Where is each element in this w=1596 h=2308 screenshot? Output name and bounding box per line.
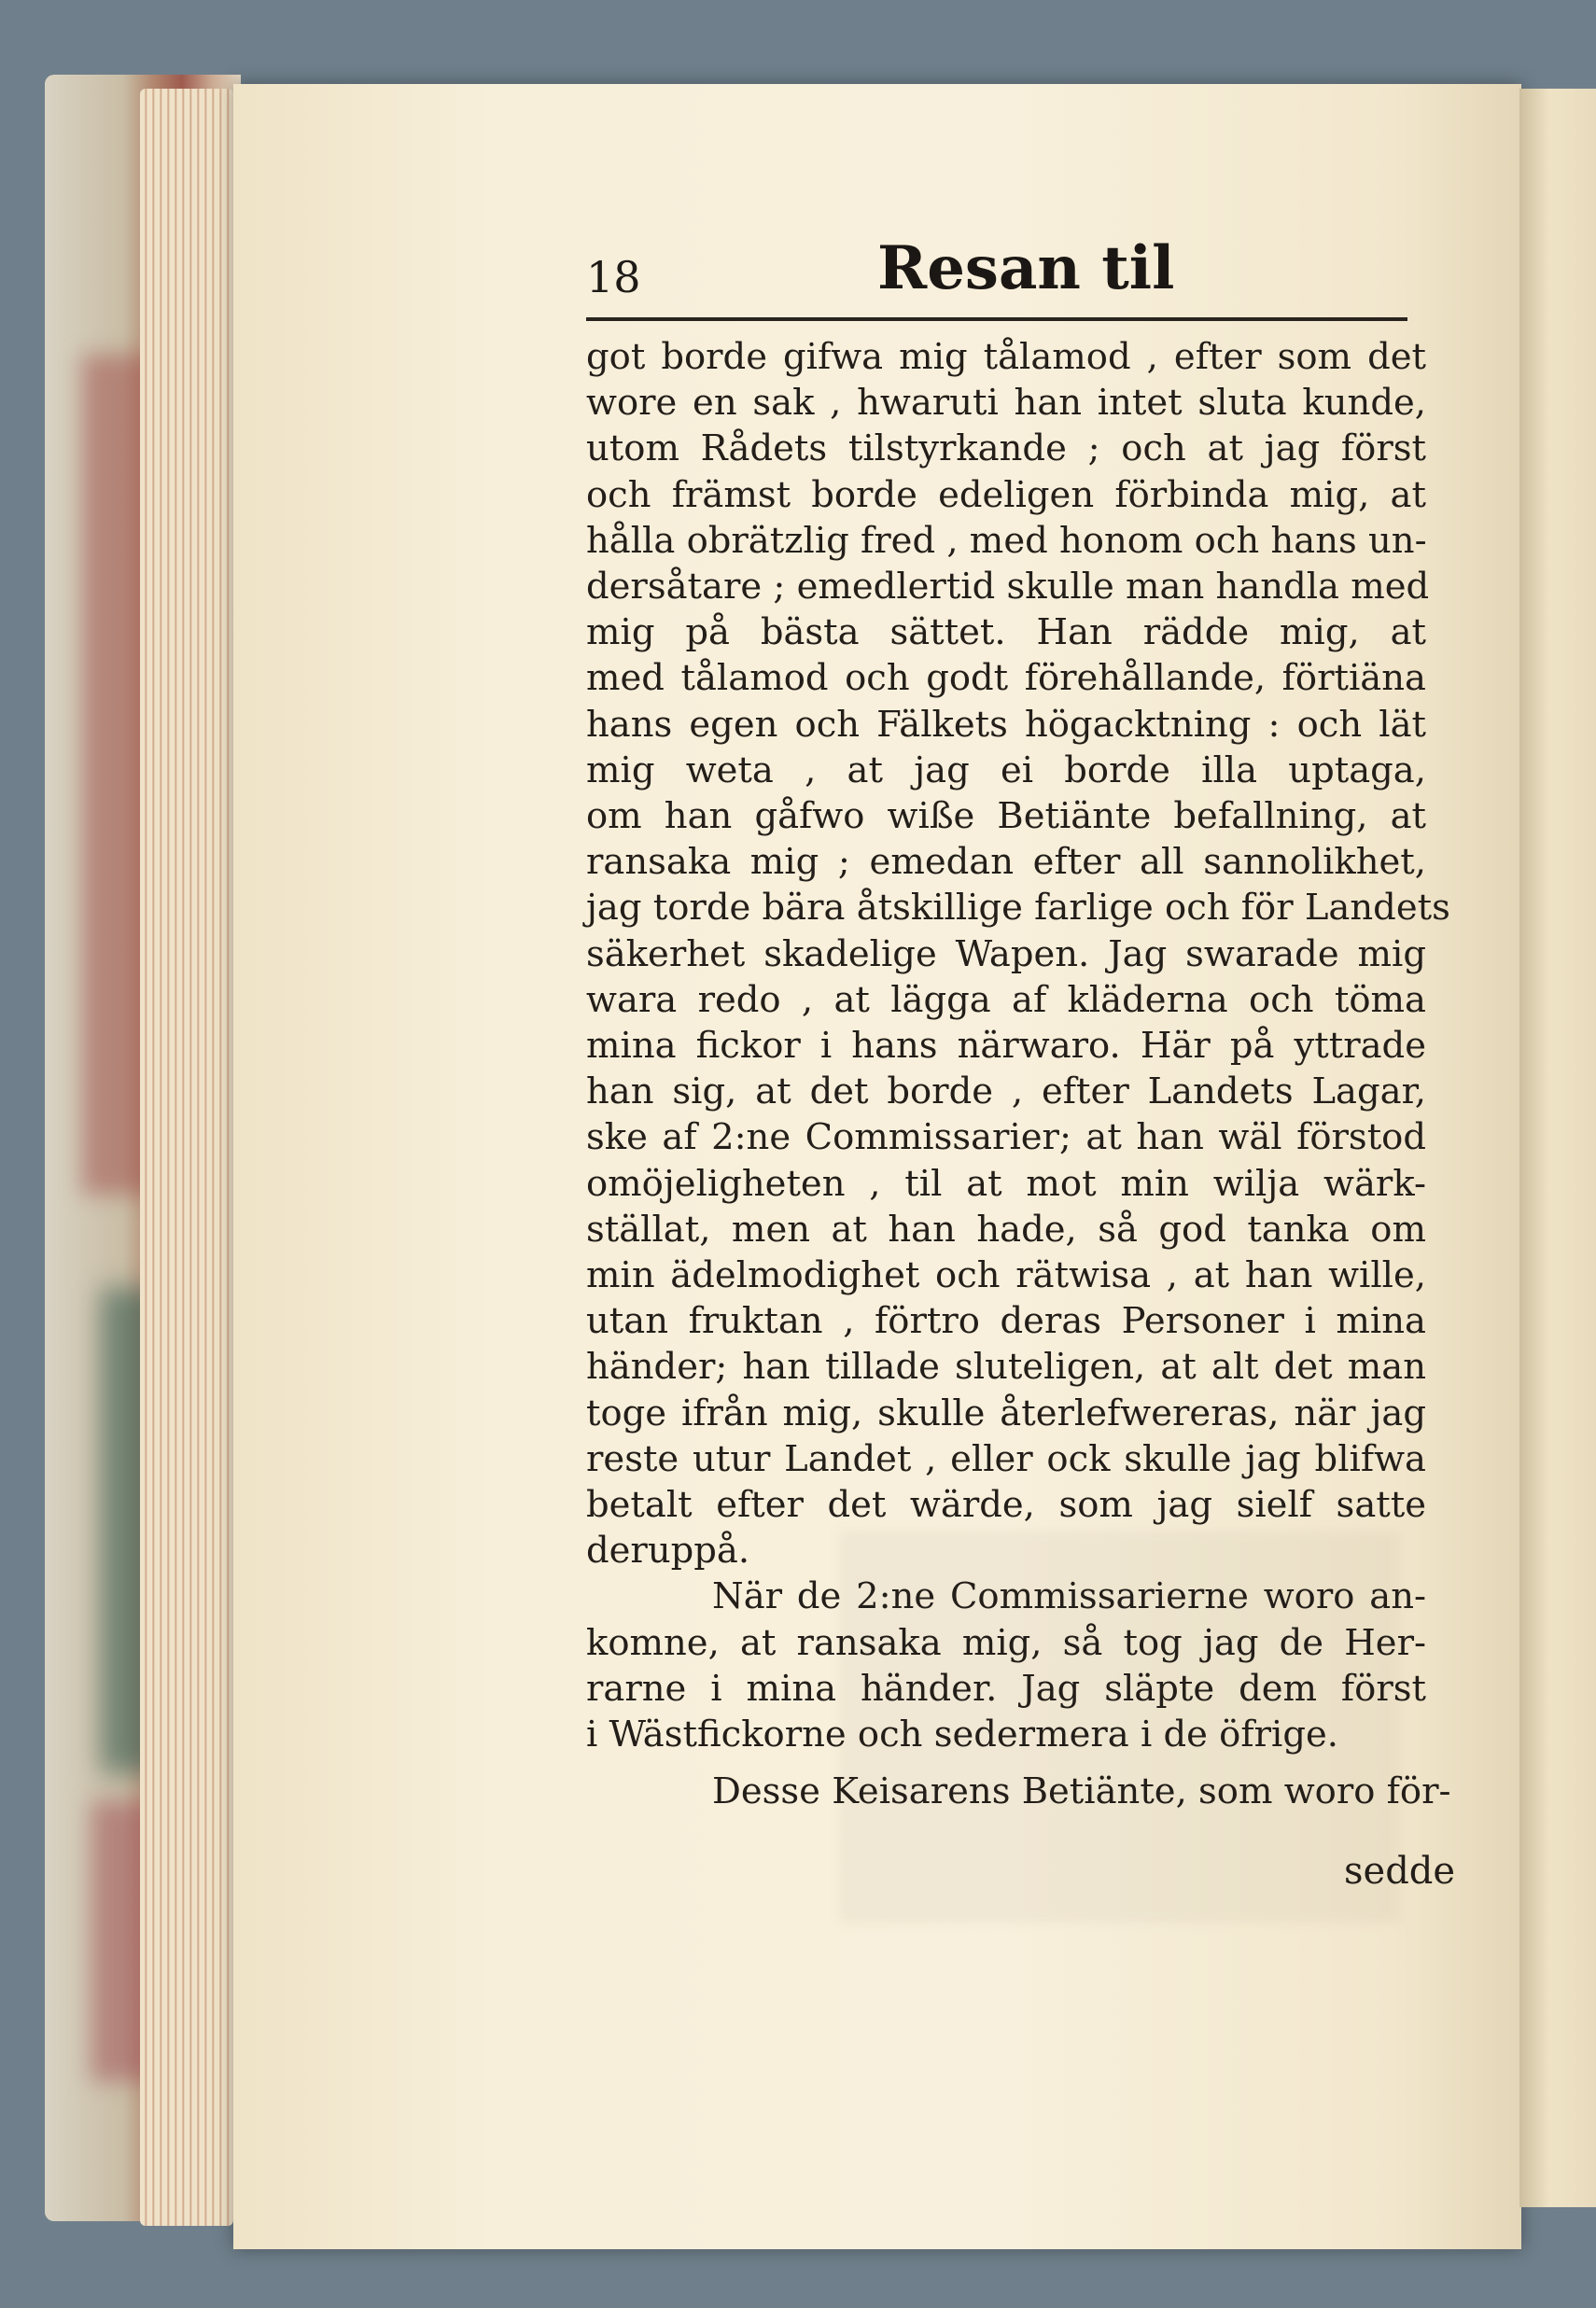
text-line: hålla obrätzlig fred , med honom och hans un-: [586, 519, 1427, 562]
text-line: ransaka mig ; emedan efter all sannolikhet,: [586, 841, 1426, 884]
text-line: han sig, at det borde , efter Landets Lagar,: [586, 1070, 1426, 1113]
paragraph-start: Desse Keisarens Betiänte, som woro för-: [712, 1770, 1451, 1813]
text-line: reste utur Landet , eller ock skulle jag blifwa: [586, 1437, 1426, 1480]
text-line: utom Rådets tilstyrkande ; och at jag först: [586, 427, 1426, 470]
page-edges: [140, 89, 233, 2226]
text-line: min ädelmodighet och rätwisa , at han wille,: [586, 1254, 1426, 1297]
text-line: jag torde bära åtskillige farlige och för Landets: [586, 887, 1450, 930]
header-rule: [586, 317, 1407, 321]
text-line: och främst borde edeligen förbinda mig, at: [586, 473, 1426, 516]
text-line: rarne i mina händer. Jag släpte dem först: [586, 1667, 1426, 1710]
text-line: omöjeligheten , til at mot min wilja wärk-: [586, 1162, 1426, 1205]
text-line: betalt efter det wärde, som jag sielf satte: [586, 1484, 1426, 1527]
text-line: komne, at ransaka mig, så tog jag de Her-: [586, 1621, 1426, 1664]
text-line: utan fruktan , förtro deras Personer i mina: [586, 1300, 1426, 1343]
paragraph-start: När de 2:ne Commissarierne woro an-: [712, 1575, 1426, 1618]
text-line-last: deruppå.: [586, 1530, 750, 1573]
body-text: [586, 334, 1451, 1815]
catchword: sedde: [1344, 1850, 1456, 1893]
text-line: toge ifrån mig, skulle återlefwereras, när jag: [586, 1392, 1426, 1434]
text-line: mig weta , at jag ei borde illa uptaga,: [586, 748, 1426, 791]
text-line: mig på bästa sättet. Han rädde mig, at: [586, 611, 1426, 654]
page-number: 18: [586, 252, 641, 302]
text-line: wara redo , at lägga af kläderna och töma: [586, 978, 1426, 1021]
text-line: säkerhet skadelige Wapen. Jag swarade mig: [586, 932, 1426, 975]
text-line: ställat, men at han hade, så god tanka om: [586, 1208, 1426, 1251]
facing-page-edge: [1519, 89, 1596, 2207]
running-title: Resan til: [877, 233, 1175, 303]
text-line: hans egen och Fälkets högacktning : och lät: [586, 703, 1426, 746]
text-line: med tålamod och godt förehållande, förtiäna: [586, 657, 1426, 700]
text-line: wore en sak , hwaruti han intet sluta kunde,: [586, 382, 1426, 425]
text-line-last: i Wästfickorne och sedermera i de öfrige.: [586, 1714, 1338, 1756]
text-line: dersåtare ; emedlertid skulle man handla med: [586, 566, 1430, 608]
text-line: mina fickor i hans närwaro. Här på yttrade: [586, 1025, 1426, 1068]
text-line: ske af 2:ne Commissarier; at han wäl förstod: [586, 1116, 1426, 1159]
text-line: got borde gifwa mig tålamod , efter som det: [586, 336, 1426, 378]
text-line: händer; han tillade sluteligen, at alt det man: [586, 1346, 1426, 1389]
text-line: om han gåfwo wiße Betiänte befallning, at: [586, 795, 1426, 838]
